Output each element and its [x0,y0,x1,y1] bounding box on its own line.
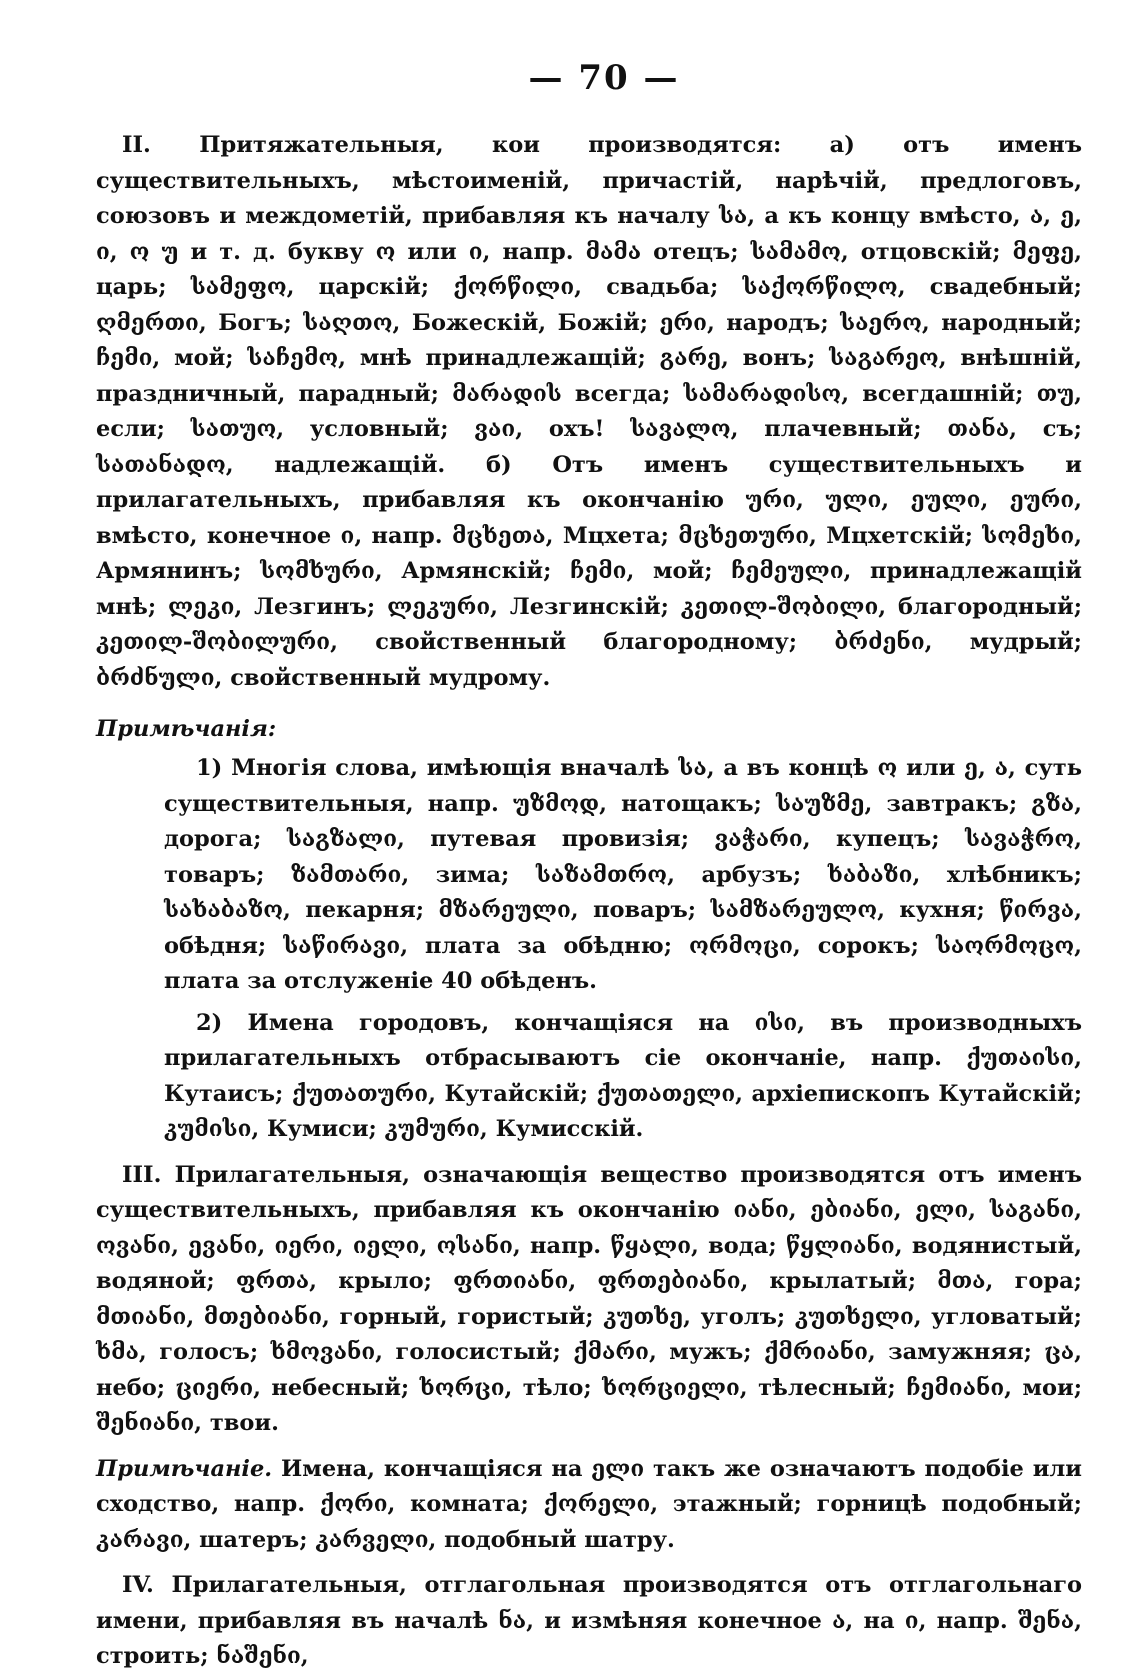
note-item-1: 1) Многія слова, имѣющія вначалѣ სა, а въ концѣ ო или ე, ა, суть существительныя, напр. უზმოდ, натощакъ; საუზმე, завтракъ; გზა, дорога; საგზალი, путевая провизія; ვაჭარი, купецъ; სავაჭრო, товаръ; ზამთარი, зима; საზამთრო, арбузъ; ხაბაზი, хлѣбникъ; სახაბაზო, пекарня; მზარეული, поваръ; სამზარეულო, кухня; წირვა, обѣдня; საწირავი, плата за обѣдню; ორმოცი, сорокъ; საორმოცო, плата за отслуженіе 40 обѣденъ. [164,755,1082,994]
section-2-paragraph: II. Притяжательныя, кои производятся: а) отъ именъ существительныхъ, мѣстоименій, причастій, нарѣчій, предлоговъ, союзовъ и междометій, прибавляя къ началу სა, а къ концу вмѣсто, ა, ე, ი, ო უ и т. д. букву ო или ი, напр. მამა отецъ; სამამო, отцовскій; მეფე, царь; სამეფო, царскій; ქორწილი, свадьба; საქორწილო, свадебный; ღმერთი, Богъ; საღთო, Божескій, Божій; ერი, народъ; საერო, народный; ჩემი, мой; საჩემო, мнѣ принадлежащій; გარე, вонъ; საგარეო, внѣшній, праздничный, парадный; მარადის всегда; სამარადისო, всегдашній; თუ, если; სათუო, условный; ვაი, охъ! სავალო, плачевный; თანა, съ; სათანადო, надлежащій. б) Отъ именъ существительныхъ и прилагательныхъ, прибавляя къ окончанію ური, ული, ეული, ეური, вмѣсто, конечное ი, напр. მცხეთა, Мцхета; მცხეთური, Мцхетскій; სომეხი, Армянинъ; სომხური, Армянскій; ჩემი, мой; ჩემეული, принадлежащій мнѣ; ლეკი, Лезгинъ; ლეკური, Лезгинскій; კეთილ-შობილი, благородный; კეთილ-შობილური, свойственный благородному; ბრძენი, мудрый; ბრძნული, свойственный мудрому. [96,132,1082,691]
single-note-label: Примѣчаніе. [96,1455,273,1482]
single-note-text: Имена, кончащіяся на ელი такъ же означаютъ подобіе или сходство, напр. ქორი, комната; ქორელი, этажный; горницѣ подобный; კარავი, шатеръ; კარველი, подобный шатру. [96,1455,1082,1553]
notes-heading: Примѣчанія: [96,716,277,742]
note-item-2: 2) Имена городовъ, кончащіяся на ისი, въ производныхъ прилагательныхъ отбрасываютъ сіе окончаніе, напр. ქუთაისი, Кутаисъ; ქუთათური, Кутайскій; ქუთათელი, архіепископъ Кутайскій; კუმისი, Кумиси; კუმური, Кумисскій. [164,1009,1082,1142]
section-3-paragraph: III. Прилагательныя, означающія вещество производятся отъ именъ существительныхъ, прибавляя къ окончанію იანი, ებიანი, ელი, საგანი, ოვანი, ევანი, იერი, იელი, ოსანი, напр. წყალი, вода; წყლიანი, водянистый, водяной; ფრთა, крыло; ფრთიანი, ფრთებიანი, крылатый; მთა, гора; მთიანი, მთებიანი, горный, гористый; კუთხე, уголъ; კუთხელი, угловатый; ხმა, голосъ; ხმოვანი, голосистый; ქმარი, мужъ; ქმრიანი, замужняя; ცა, небо; ციერი, небесный; ხორცი, тѣло; ხორციელი, тѣлесный; ჩემიანი, мои; შენიანი, твои. [96,1161,1082,1436]
section-4-paragraph: IV. Прилагательныя, отглагольная производятся отъ отглагольнаго имени, прибавляя въ началѣ ნა, и измѣняя конечное ა, на ი, напр. შენა, строить; ნაშენი, [96,1572,1082,1669]
page-number: — 70 — [528,58,680,98]
single-note-paragraph [96,1452,1082,1559]
